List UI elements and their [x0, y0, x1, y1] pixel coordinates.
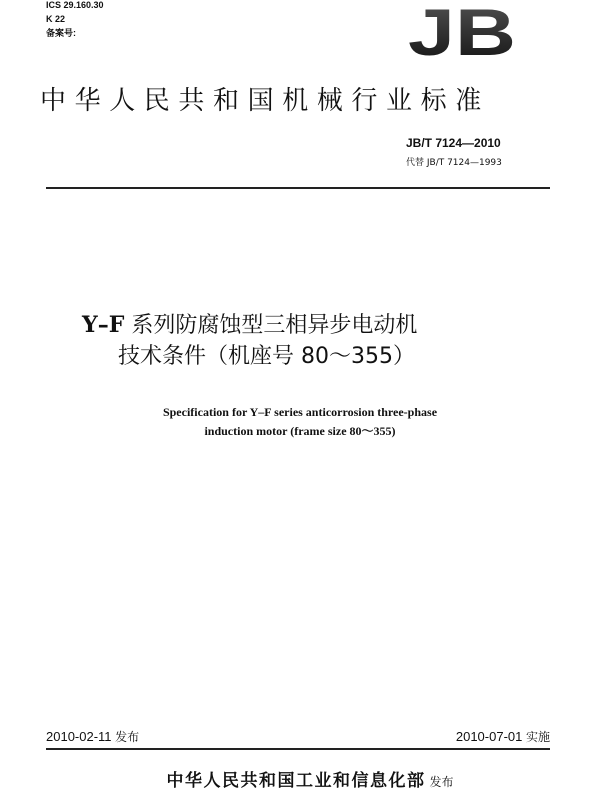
implement-date-block — [456, 728, 550, 745]
title-cn-line1 — [82, 311, 417, 340]
title-en-line1: Specification for Y–F series anticorrosion three-phase — [162, 405, 438, 419]
ics-code: ICS 29.160.30 — [46, 0, 104, 10]
replaces-note: 代替 JB/T 7124—1993 — [406, 158, 502, 168]
implement-date: 2010-07-01 — [455, 729, 523, 744]
jb-logo — [406, 2, 518, 58]
issue-date: 2010-02-11 — [46, 729, 112, 744]
issue-date-block — [46, 728, 139, 745]
title-cn-line2: 技术条件（机座号 80～355） — [118, 344, 415, 369]
jb-logo-text: JB — [408, 2, 516, 58]
document-number: JB/T 7124—2010 — [406, 136, 501, 150]
title-cn-prefix: Y–F — [82, 312, 125, 338]
category-code: K 22 — [46, 14, 66, 24]
implement-label: 实施 — [525, 730, 550, 744]
header-divider — [46, 187, 550, 189]
publisher-label: 发布 — [429, 775, 454, 789]
publisher-name: 中华人民共和国工业和信息化部 — [166, 771, 426, 791]
publisher-block — [100, 766, 520, 791]
standard-title: 中华人民共和国机械行业标准 — [40, 86, 490, 116]
footer-divider — [46, 748, 550, 750]
filing-number-label: 备案号: — [46, 28, 76, 38]
title-cn-rest: 系列防腐蚀型三相异步电动机 — [124, 313, 418, 338]
issue-label: 发布 — [115, 730, 140, 744]
title-en-line2: induction motor (frame size 80～355) — [204, 424, 396, 438]
